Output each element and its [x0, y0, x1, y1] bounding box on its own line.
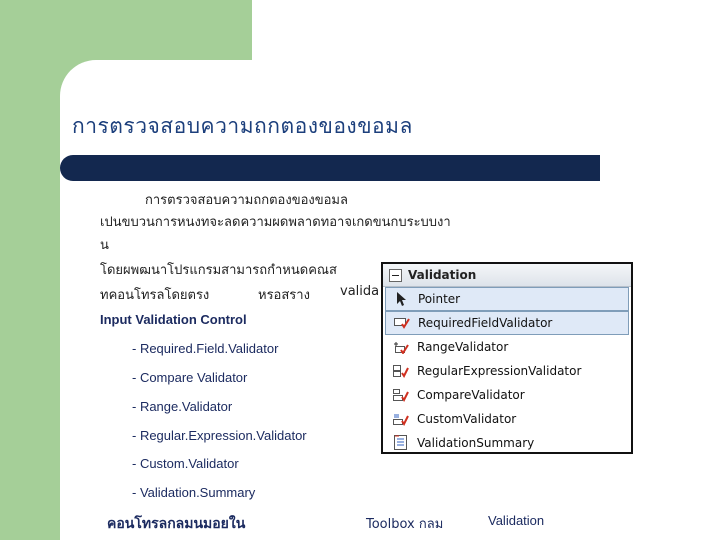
- toolbox-item-label: ValidationSummary: [417, 436, 535, 450]
- toolbox-panel: [381, 262, 633, 454]
- collapse-icon[interactable]: [389, 269, 402, 282]
- toolbox-group-label: Validation: [408, 268, 477, 282]
- toolbox-group-header[interactable]: [383, 264, 631, 287]
- list-item: - Required.Field.Validator: [132, 341, 279, 356]
- list-item: - Regular.Expression.Validator: [132, 428, 307, 443]
- list-item: - Compare Validator: [132, 370, 248, 385]
- footer-text: Validation: [488, 513, 545, 528]
- list-item: - Validation.Summary: [132, 485, 256, 500]
- footer-text: คอนโทรลกลมนมอยใน: [107, 516, 246, 532]
- paragraph-line: valida: [340, 284, 380, 299]
- toolbox-item-range-validator[interactable]: [385, 335, 629, 359]
- toolbox-item-label: RequiredFieldValidator: [418, 316, 553, 330]
- toolbox-item-label: RangeValidator: [417, 340, 509, 354]
- toolbox-item-custom-validator[interactable]: [385, 407, 629, 431]
- title-underline-bar: [60, 155, 600, 181]
- regex-validator-icon: [393, 363, 409, 379]
- paragraph-line: น: [100, 238, 109, 253]
- compare-validator-icon: [393, 387, 409, 403]
- paragraph-line: การตรวจสอบความถกตองของขอมล: [145, 193, 348, 208]
- toolbox-item-compare-validator[interactable]: [385, 383, 629, 407]
- list-item: - Range.Validator: [132, 399, 233, 414]
- pointer-icon: [394, 291, 410, 307]
- required-field-validator-icon: [394, 315, 410, 331]
- toolbox-item-regular-expression-validator[interactable]: [385, 359, 629, 383]
- toolbox-item-validation-summary[interactable]: [385, 431, 629, 455]
- paragraph-line: หรอสราง: [258, 288, 310, 303]
- toolbox-item-required-field-validator[interactable]: [385, 311, 629, 335]
- paragraph-line: โดยผพฒนาโปรแกรมสามารถกำหนดคณส: [100, 263, 337, 278]
- slide-title: การตรวจสอบความถกตองของขอมล: [72, 114, 413, 138]
- toolbox-item-label: CompareValidator: [417, 388, 525, 402]
- section-heading: Input Validation Control: [100, 312, 247, 327]
- paragraph-line: เปนขบวนการหนงทจะลดความผดพลาดทอาจเกดขนกบระบบงา: [100, 215, 451, 230]
- custom-validator-icon: [393, 411, 409, 427]
- toolbox-item-label: RegularExpressionValidator: [417, 364, 582, 378]
- range-validator-icon: [393, 339, 409, 355]
- list-item: - Custom.Validator: [132, 456, 239, 471]
- toolbox-item-label: CustomValidator: [417, 412, 517, 426]
- paragraph-line: ทคอนโทรลโดยตรง: [100, 288, 210, 303]
- toolbox-item-label: Pointer: [418, 292, 461, 306]
- validation-summary-icon: [393, 435, 409, 451]
- toolbox-item-pointer[interactable]: [385, 287, 629, 311]
- footer-text: Toolbox กลม: [366, 517, 444, 532]
